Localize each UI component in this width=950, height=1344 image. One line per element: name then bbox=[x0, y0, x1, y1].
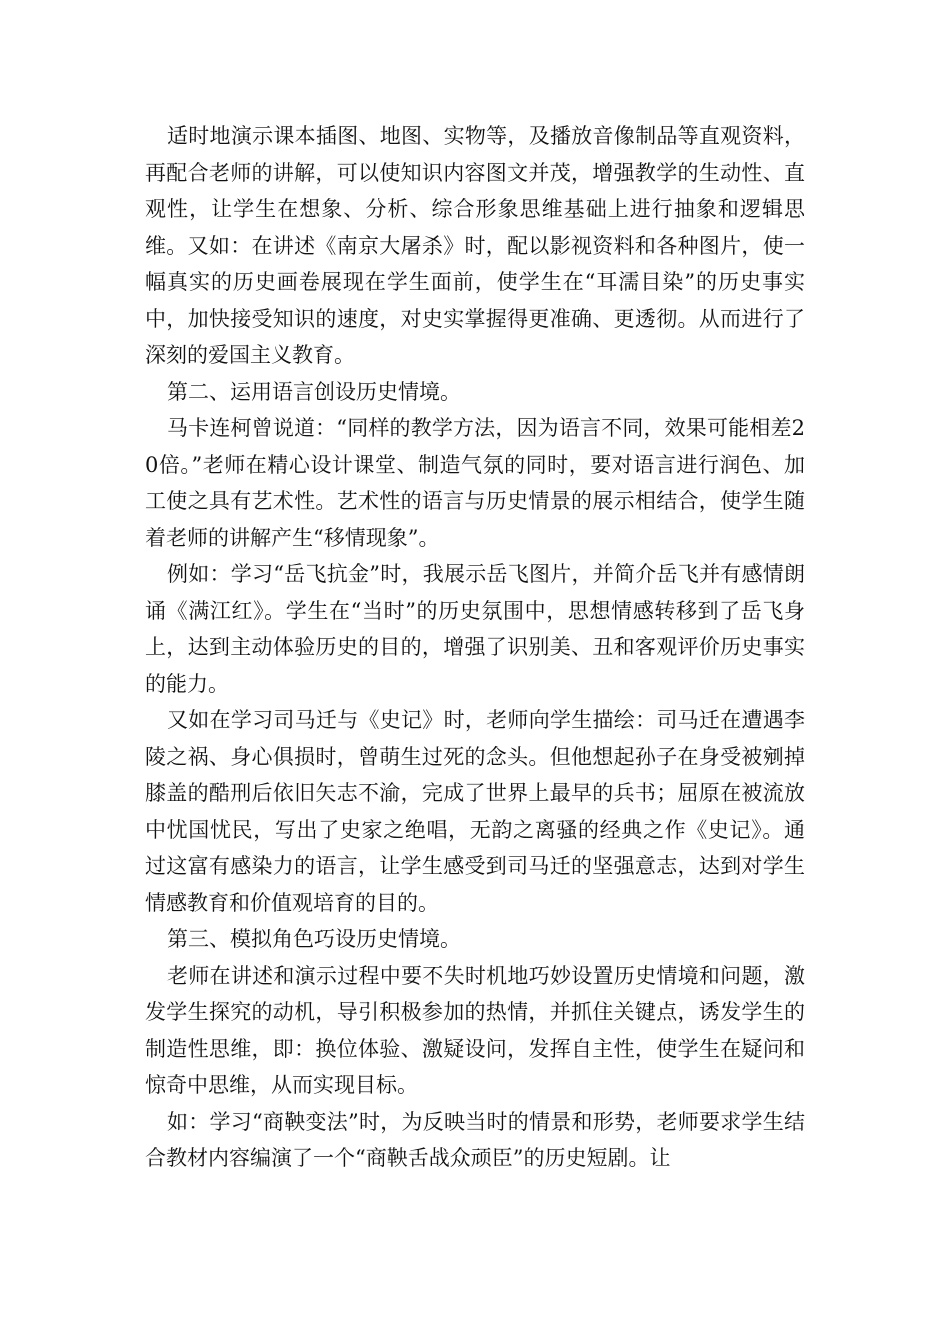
paragraph-8: 如：学习“商鞅变法”时，为反映当时的情景和形势，老师要求学生结合教材内容编演了一个“商鞅舌战众顽臣”的历史短剧。让 bbox=[145, 1109, 805, 1170]
paragraph-7: 老师在讲述和演示过程中要不失时机地巧妙设置历史情境和问题，激发学生探究的动机，导引积极参加的热情，并抓住关键点，诱发学生的制造性思维，即：换位体验、激疑设问，发挥自主性，使学生在疑问和惊奇中思维，从而实现目标。 bbox=[145, 963, 805, 1097]
paragraph-2-heading: 第二、运用语言创设历史情境。 bbox=[167, 379, 461, 404]
paragraph-6-heading: 第三、模拟角色巧设历史情境。 bbox=[167, 927, 461, 951]
paragraph-5: 又如在学习司马迁与《史记》时，老师向学生描绘：司马迁在遭遇李陵之祸、身心俱损时，曾萌生过死的念头。但他想起孙子在身受被剜掉膝盖的酷刑后依旧矢志不渝，完成了世界上最早的兵书；屈原在被流放中忧国忧民，写出了史家之绝唱，无韵之离骚的经典之作《史记》。通过这富有感染力的语言，让学生感受到司马迁的坚强意志，达到对学生情感教育和价值观培育的目的。 bbox=[145, 708, 805, 915]
paragraph-4: 例如：学习“岳飞抗金”时，我展示岳飞图片，并简介岳飞并有感情朗诵《满江红》。学生在“当时”的历史氛围中，思想情感转移到了岳飞身上，达到主动体验历史的目的，增强了识别美、丑和客观评价历史事实的能力。 bbox=[145, 562, 805, 696]
paragraph-1: 适时地演示课本插图、地图、实物等，及播放音像制品等直观资料，再配合老师的讲解，可以使知识内容图文并茂，增强教学的生动性、直观性，让学生在想象、分析、综合形象思维基础上进行抽象和逻辑思维。又如：在讲述《南京大屠杀》时，配以影视资料和各种图片，使一幅真实的历史画卷展现在学生面前，使学生在“耳濡目染”的历史事实中，加快接受知识的速度，对史实掌握得更准确、更透彻。从而进行了深刻的爱国主义教育。 bbox=[145, 124, 805, 367]
document-body bbox=[145, 118, 805, 1177]
paragraph-3: 马卡连柯曾说道：“同样的教学方法，因为语言不同，效果可能相差20倍。”老师在精心设计课堂、制造气氛的同时，要对语言进行润色、加工使之具有艺术性。艺术性的语言与历史情景的展示相结合，使学生随着老师的讲解产生“移情现象”。 bbox=[145, 416, 805, 550]
